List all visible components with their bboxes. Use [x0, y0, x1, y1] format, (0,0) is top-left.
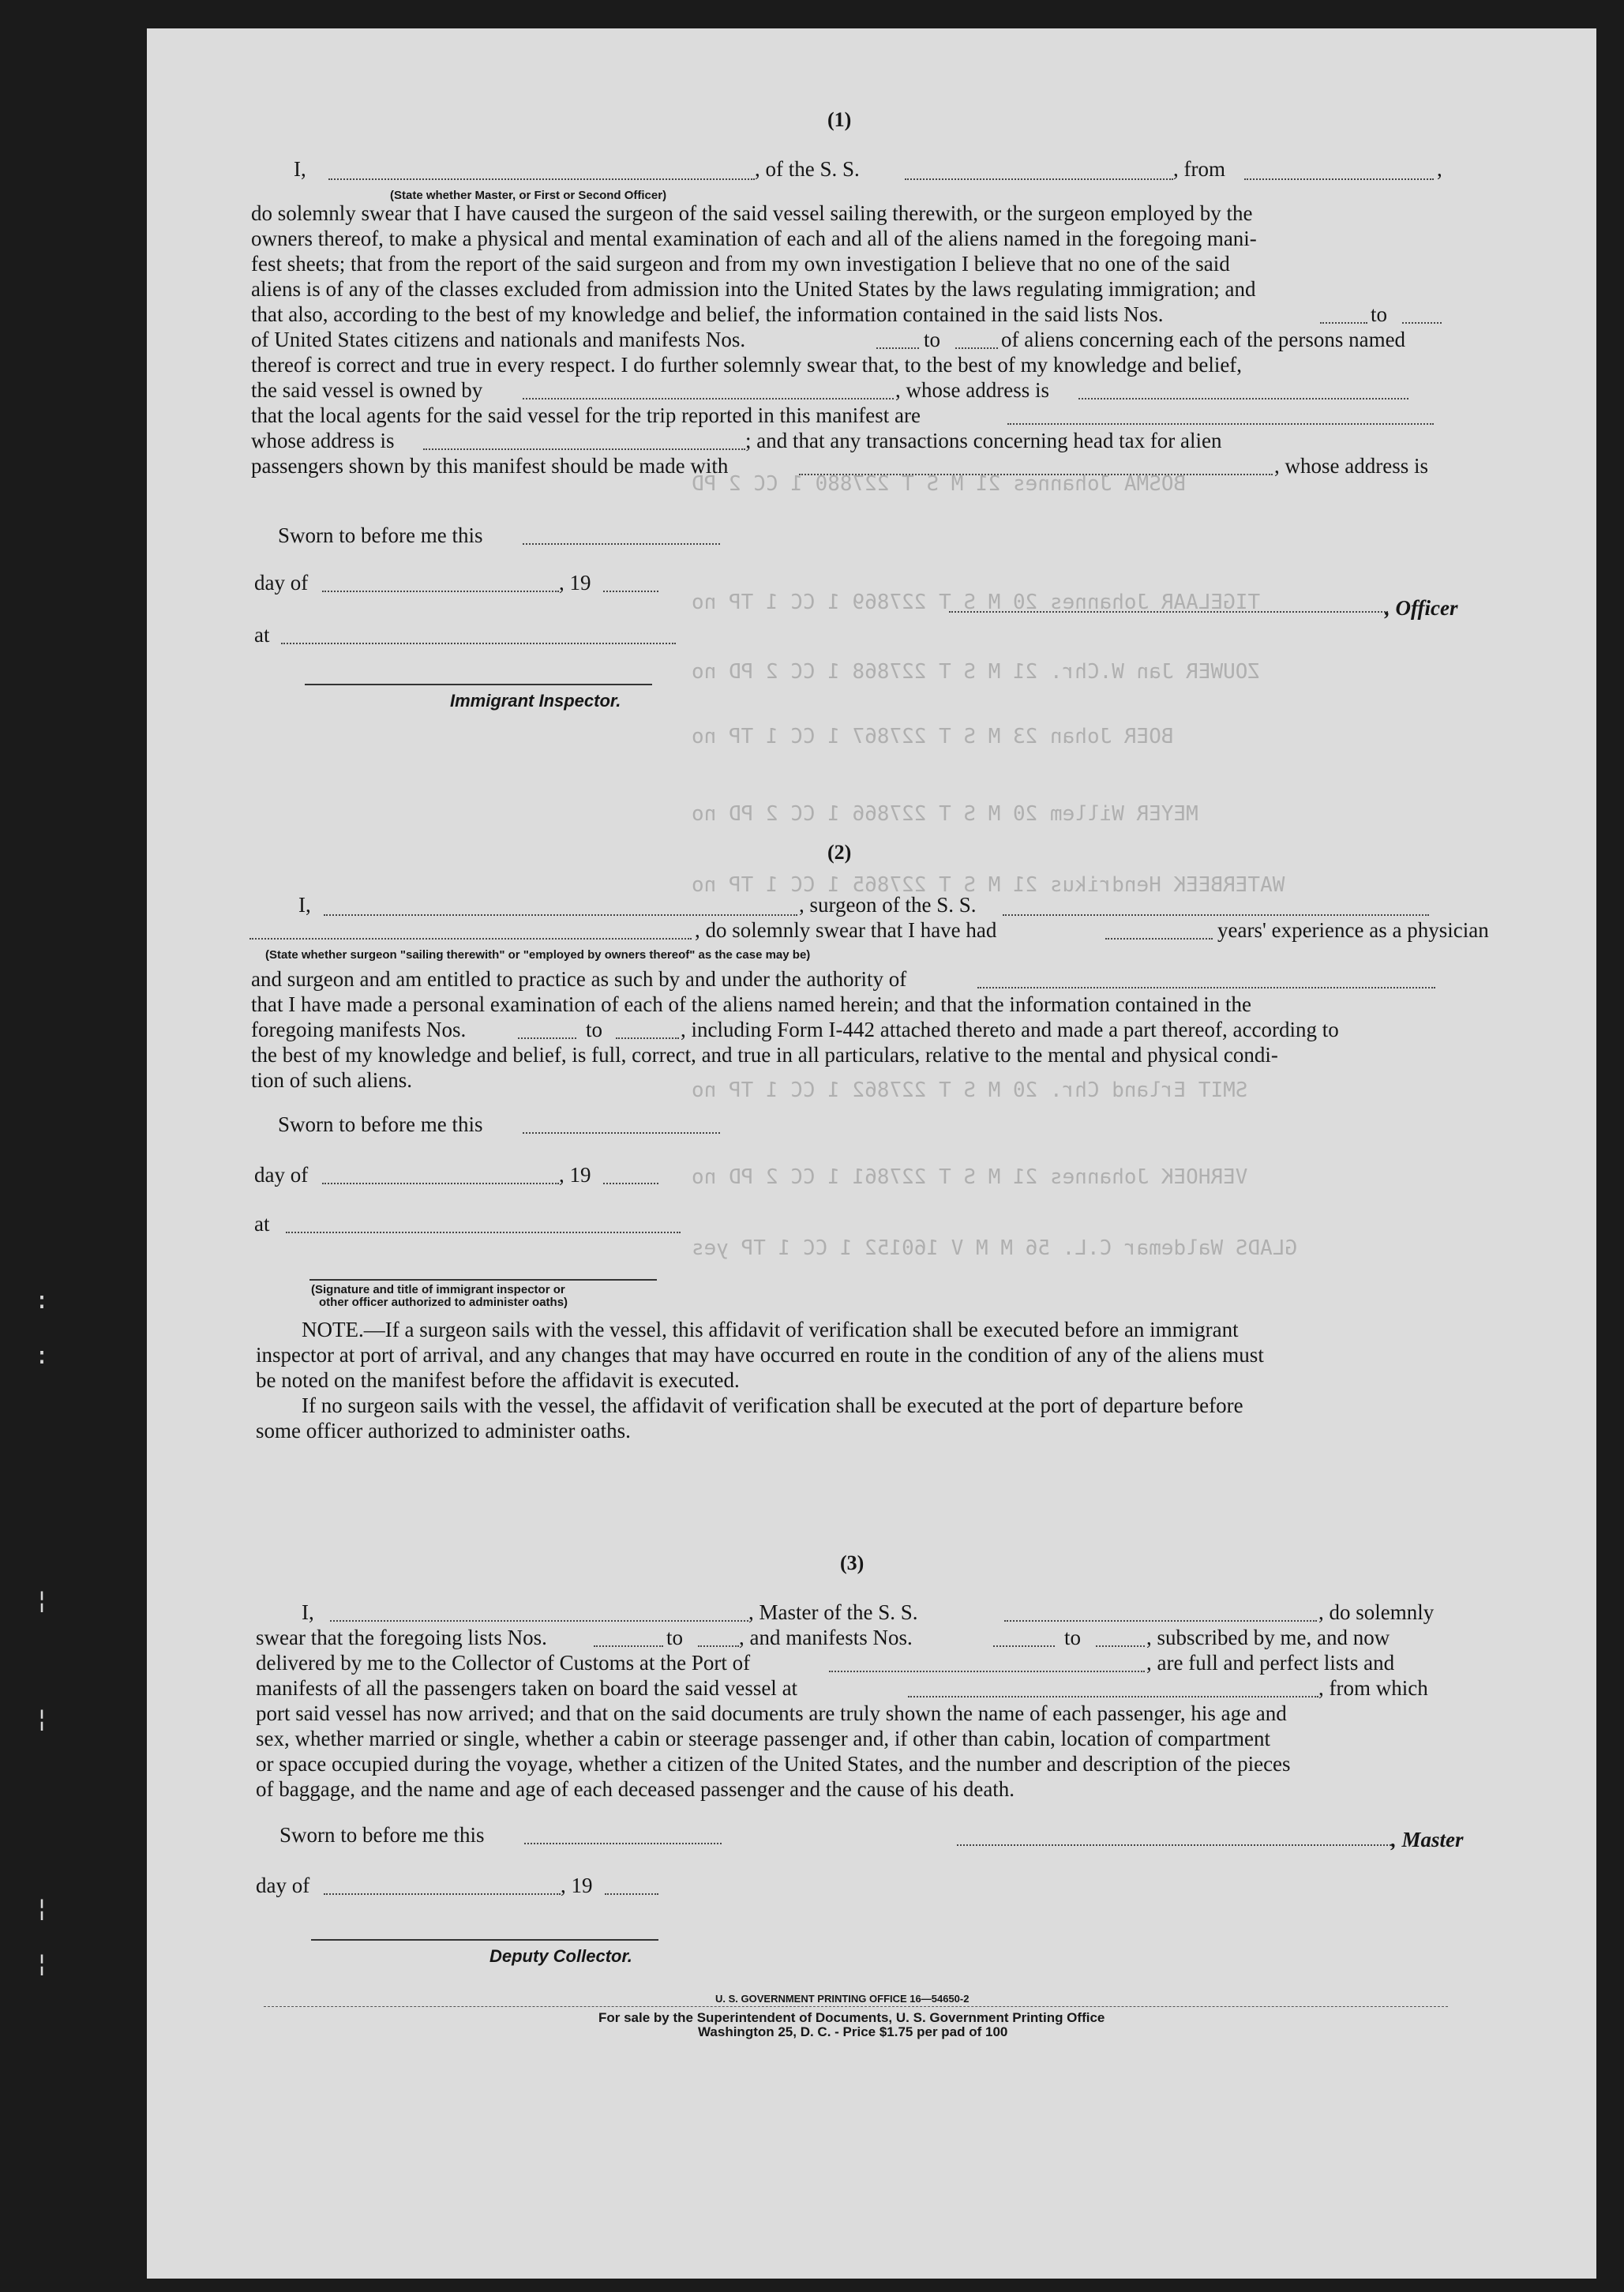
- officer-label: , Officer: [1385, 596, 1458, 620]
- margin-mark: ¦: [35, 1950, 50, 1978]
- oath-line: aliens is of any of the classes excluded from admission into the United States by the laws regulating immigration; and: [251, 277, 1256, 301]
- at-label: at: [254, 1212, 270, 1236]
- surgeon-of-label: , surgeon of the S. S.: [799, 893, 977, 917]
- master-line: or space occupied during the voyage, whether a citizen of the United States, and the number and description of the pieces: [256, 1752, 1291, 1776]
- lists-nos-label: swear that the foregoing lists Nos.: [256, 1626, 547, 1649]
- collector-port-field[interactable]: [829, 1671, 1145, 1672]
- lists-to-field[interactable]: [698, 1645, 739, 1647]
- margin-mark: ¦: [35, 1587, 50, 1615]
- note-line: be noted on the manifest before the affidavit is executed.: [256, 1368, 740, 1392]
- head-tax-label: ; and that any transactions concerning head tax for alien: [745, 429, 1222, 452]
- inspector-label: Immigrant Inspector.: [450, 691, 621, 711]
- note-line: inspector at port of arrival, and any changes that may have occurred en route in the condition of any of the aliens must: [256, 1343, 1264, 1367]
- full-perfect-label: , are full and perfect lists and: [1146, 1651, 1395, 1675]
- sworn-day-field[interactable]: [523, 1132, 720, 1134]
- sworn-label: Sworn to before me this: [278, 1112, 483, 1136]
- surgeon-line: that I have made a personal examination of each of the aliens named herein; and that the information contained in the: [251, 992, 1252, 1016]
- whose-address-label: , whose address is: [895, 378, 1049, 402]
- do-solemnly-label: , do solemnly: [1318, 1600, 1435, 1624]
- officer-rank-caption: (State whether Master, or First or Second Officer): [390, 189, 667, 202]
- authority-label: and surgeon and am entitled to practice as such by and under the authority of: [251, 967, 907, 991]
- oath-line: thereof is correct and true in every respect. I do further solemnly swear that, to the best of my knowledge and belief,: [251, 353, 1243, 377]
- to-label: to: [1064, 1626, 1082, 1649]
- manifests-nos-label: foregoing manifests Nos.: [251, 1018, 467, 1041]
- owner-address-field[interactable]: [1078, 398, 1408, 400]
- signature-caption: (Signature and title of immigrant inspector or: [311, 1283, 565, 1296]
- oath-line: do solemnly swear that I have caused the surgeon of the said vessel sailing therewith, or the surgeon employed by the: [251, 201, 1253, 225]
- year-label: , 19: [559, 571, 591, 595]
- inspector-signature-line[interactable]: [309, 1279, 657, 1281]
- vessel-name-field[interactable]: [905, 178, 1173, 180]
- taken-on-board-label: manifests of all the passengers taken on board the said vessel at: [256, 1676, 798, 1700]
- collector-label: Deputy Collector.: [489, 1946, 632, 1966]
- manifests-to-field[interactable]: [1096, 1645, 1145, 1647]
- oath-line: fest sheets; that from the report of the said surgeon and from my own investigation I believe that no one of the said: [251, 252, 1230, 276]
- embark-port-field[interactable]: [908, 1696, 1318, 1697]
- of-ss-label: , of the S. S.: [755, 157, 860, 181]
- agent-address-field[interactable]: [423, 448, 745, 450]
- master-line: port said vessel has now arrived; and that on the said documents are truly shown the name of each passenger, his age and: [256, 1701, 1287, 1725]
- margin-mark: ¦: [35, 1895, 50, 1923]
- sworn-label: Sworn to before me this: [278, 523, 483, 547]
- form-page: BOSMA Johannes 21 M S T 227880 1 CC 2 PD TIGELAAR Johannes 20 M S T 227869 1 CC 1 TP no ZOUWER Jan W.Chr. 21 M S T 227868 1 CC 2 PD no BOER Johan 23 M S T 227867 1 CC 1 TP no MEYER Willem 20 M S T 227866 1 CC 2 PD no WATERBEEK Hendrikus 21 M S T 227865 1 CC 1 TP no SMIT Erland Chr. 20 M S T 227862 1 CC 1 TP no VERHOEK Johannes 21 M S T 227861 1 CC 2 PD no GLADS Waldemar C.L. 56 M M V 160152 1 CC 1 TP yes (1) I, , of the S. S. , from , (State whether Master, or First or Second Officer) do solemnly swear that I have caused the surgeon of the said vessel sailing therewith, or the surgeon employed by the owners thereof, to make a physical and mental examination of each and all of the aliens named in the foregoing mani- fest sheets; that from the report of the said surgeon and from my own investigation I believe that no one of the said aliens is of any of the classes excluded from admission into the United States by the laws regulating immigration; and that also, according to the best of my knowledge and belief, the information contained in the said lists Nos. to of United States citizens and nationals and manifests Nos. to of aliens concerning each of the persons named thereof is correct and true in every respect. I do further solemnly swear that, to the best of my knowledge and belief, the said vessel is owned by , whose address is that the local agents for the said vessel for the trip reported in this manifest are whose address is ; and that any transactions concerning head tax for alien passengers shown by this manifest should be made with , whose address is Sworn to before me this day of , 19 , Officer at Immigrant Inspector. (2) I, , surgeon of the S. S. , do solemnly swear that I have had years' experience as a physician (State whether surgeon "sailing therewith" or "employed by owners thereof" as the case may be) and surgeon and am entitled to practice as such by and under the authority of that I have made a personal examination of each of the aliens named herein; and that the information contained in the foregoing manifests Nos. to , including Form I-442 attached thereto and made a part thereof, according to the best of my knowledge and belief, is full, correct, and true in all particulars, relative to the mental and physical condi- tion of such aliens. Sworn to before me this day of , 19 at (Signature and title of immigrant inspector or other officer authorized to administer oaths) NOTE.—If a surgeon sails with the vessel, this affidavit of verification shall be executed before an immigrant inspector at port of arrival, and any changes that may have occurred en route in the condition of any of the aliens must be noted on the manifest before the affidavit is executed. If no surgeon sails with the vessel, the affidavit of verification shall be executed at the port of departure before some officer authorized to administer oaths. (3) I, , Master of the S. S. , do solemnly swear that the foregoing lists Nos. to , and manifests Nos. to , subscribed by me, and now delivered by me to the Collector of Customs at the Port of , are full and perfect lists and manifests of all the passengers taken on board the said vessel at , from which port said vessel has now arrived; and that on the said documents are truly shown the name of each passenger, his age and sex, whether married or single, whether a cabin or steerage passenger and, if other than cabin, location of compartment or space occupied during the voyage, whether a citizen of the United States, and the number and description of the pieces of baggage, and the name and age of each deceased passenger and the cause of his death. Sworn to before me this , Master day of , 19 Deputy Collector. U. S. GOVERNMENT PRINTING OFFICE 16—54650-2 For sale by the Superintendent of Documents, U. S. Government Printing Office Washington 25, D. C. - Price $1.75 per pad of 100: [147, 28, 1596, 2279]
- to-label: to: [1371, 302, 1388, 326]
- whose-address-label: , whose address is: [1274, 454, 1428, 478]
- at-label: at: [254, 623, 270, 647]
- master-of-label: , Master of the S. S.: [748, 1600, 918, 1624]
- master-line: sex, whether married or single, whether a cabin or steerage passenger and, if other than cabin, location of compartment: [256, 1727, 1271, 1750]
- sworn-place-field[interactable]: [281, 643, 676, 644]
- to-label: to: [666, 1626, 684, 1649]
- day-of-label: day of: [254, 1163, 309, 1187]
- local-agents-field[interactable]: [1007, 423, 1434, 425]
- master-i-label: I,: [302, 1600, 314, 1624]
- to-label: to: [586, 1018, 603, 1041]
- surgeon-i-label: I,: [298, 893, 311, 917]
- section-3-heading: (3): [840, 1551, 865, 1574]
- oath-line: of United States citizens and nationals and manifests Nos.: [251, 328, 746, 351]
- signature-caption: other officer authorized to administer oaths): [319, 1296, 568, 1309]
- to-label: to: [924, 328, 941, 351]
- lists-from-field[interactable]: [594, 1645, 663, 1647]
- sworn-month-field[interactable]: [324, 1893, 561, 1895]
- passengers-made-with-label: passengers shown by this manifest should be made with: [251, 454, 729, 478]
- collector-port-label: delivered by me to the Collector of Customs at the Port of: [256, 1651, 751, 1675]
- head-tax-party-field[interactable]: [799, 474, 1273, 475]
- sworn-label: Sworn to before me this: [279, 1823, 485, 1847]
- manifest-no-to-field[interactable]: [955, 347, 998, 349]
- surgeon-vessel-field[interactable]: [1003, 914, 1429, 916]
- manifests-nos-label: , and manifests Nos.: [739, 1626, 913, 1649]
- port-from-field[interactable]: [1244, 178, 1434, 180]
- master-label: , Master: [1391, 1828, 1464, 1851]
- margin-mark: ¦: [35, 1705, 50, 1733]
- section-1-heading: (1): [827, 108, 852, 131]
- surgeon-line: the best of my knowledge and belief, is full, correct, and true in all particulars, relative to the mental and physical condi-: [251, 1043, 1278, 1067]
- margin-mark: :: [35, 1287, 50, 1315]
- owned-by-label: the said vessel is owned by: [251, 378, 483, 402]
- surgeon-status-field[interactable]: [324, 914, 797, 916]
- oath-line: that also, according to the best of my knowledge and belief, the information contained in the said lists Nos.: [251, 302, 1164, 326]
- subscribed-label: , subscribed by me, and now: [1146, 1626, 1390, 1649]
- year-label: , 19: [559, 1163, 591, 1187]
- officer-signature-field[interactable]: [949, 611, 1388, 613]
- day-of-label: day of: [256, 1874, 310, 1897]
- aliens-concerning-label: of aliens concerning each of the persons named: [1001, 328, 1406, 351]
- sworn-day-field[interactable]: [523, 543, 720, 545]
- list-no-to-field[interactable]: [1402, 322, 1442, 324]
- authority-field[interactable]: [977, 987, 1435, 988]
- manifest-to-field[interactable]: [616, 1037, 679, 1039]
- agent-address-label: whose address is: [251, 429, 395, 452]
- local-agents-label: that the local agents for the said vessel for the trip reported in this manifest are: [251, 403, 921, 427]
- master-line: of baggage, and the name and age of each deceased passenger and the cause of his death.: [256, 1777, 1015, 1801]
- surgeon-status-caption: (State whether surgeon "sailing therewith" or "employed by owners thereof" as the case may be): [265, 948, 811, 962]
- note-line: If no surgeon sails with the vessel, the affidavit of verification shall be executed at the port of departure before: [302, 1394, 1243, 1417]
- list-no-from-field[interactable]: [1320, 322, 1367, 324]
- oath-line: owners thereof, to make a physical and mental examination of each and all of the aliens named in the foregoing mani-: [251, 227, 1257, 250]
- year-label: , 19: [561, 1874, 593, 1897]
- sworn-month-field[interactable]: [322, 591, 559, 592]
- from-which-label: , from which: [1318, 1676, 1428, 1700]
- swear-had-label: , do solemnly swear that I have had: [695, 918, 997, 942]
- manifest-from-field[interactable]: [518, 1037, 576, 1039]
- sale-price: Washington 25, D. C. - Price $1.75 per pad of 100: [698, 2024, 1008, 2039]
- collector-signature-line[interactable]: [311, 1939, 658, 1941]
- oath-i-label: I,: [294, 157, 306, 181]
- from-label: , from: [1173, 157, 1225, 181]
- section-2-heading: (2): [827, 841, 852, 864]
- day-of-label: day of: [254, 571, 309, 595]
- master-signature-field[interactable]: [957, 1844, 1391, 1846]
- margin-mark: :: [35, 1342, 50, 1370]
- gpo-imprint: U. S. GOVERNMENT PRINTING OFFICE 16—54650-2: [715, 1993, 970, 2005]
- inspector-signature-line[interactable]: [305, 684, 652, 685]
- owner-field[interactable]: [523, 398, 894, 400]
- sworn-year-field[interactable]: [605, 1893, 658, 1895]
- manifests-from-field[interactable]: [993, 1645, 1055, 1647]
- form-i442-label: , including Form I-442 attached thereto and made a part thereof, according to: [681, 1018, 1339, 1041]
- note-line: NOTE.—If a surgeon sails with the vessel, this affidavit of verification shall be executed before an immigrant: [302, 1318, 1239, 1341]
- sworn-year-field[interactable]: [603, 1183, 658, 1184]
- comma: ,: [1437, 157, 1442, 181]
- years-experience-field[interactable]: [1105, 938, 1213, 940]
- note-line: some officer authorized to administer oaths.: [256, 1419, 631, 1442]
- manifest-no-from-field[interactable]: [876, 347, 919, 349]
- master-name-field[interactable]: [330, 1620, 748, 1622]
- surgeon-name-field[interactable]: [249, 938, 692, 940]
- sworn-month-field[interactable]: [322, 1183, 559, 1184]
- sworn-day-field[interactable]: [524, 1843, 722, 1844]
- sale-notice: For sale by the Superintendent of Documents, U. S. Government Printing Office: [598, 2010, 1105, 2025]
- sworn-year-field[interactable]: [603, 591, 658, 592]
- sworn-place-field[interactable]: [286, 1232, 681, 1233]
- officer-rank-field[interactable]: [328, 178, 755, 180]
- surgeon-line: tion of such aliens.: [251, 1068, 412, 1092]
- years-label: years' experience as a physician: [1217, 918, 1489, 942]
- master-vessel-field[interactable]: [1004, 1620, 1317, 1622]
